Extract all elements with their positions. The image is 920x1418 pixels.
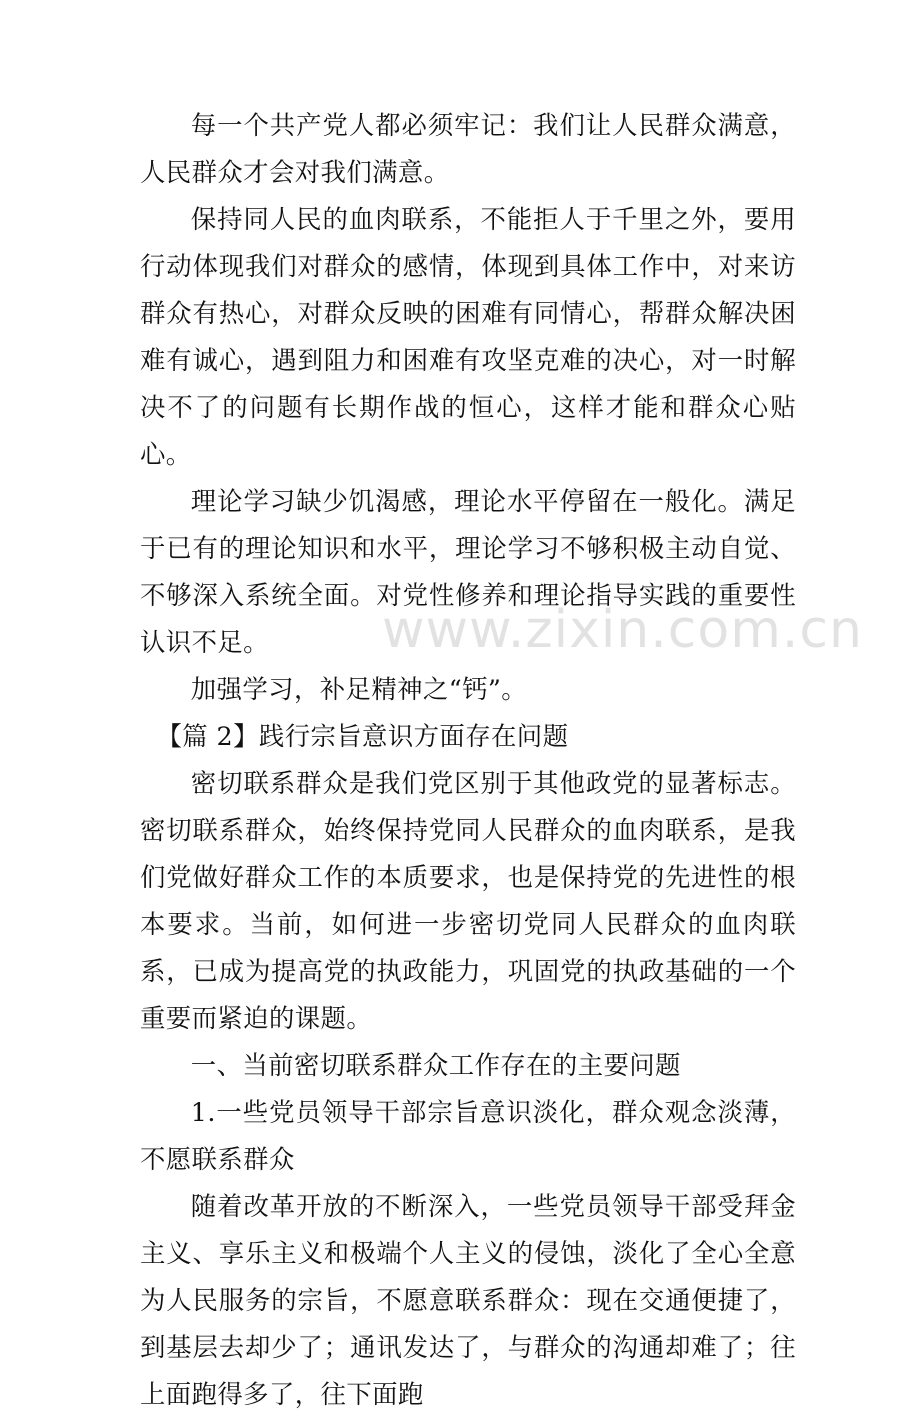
subheading-2: 1.一些党员领导干部宗旨意识淡化，群众观念淡薄，不愿联系群众 <box>140 1097 796 1174</box>
paragraph-1: 每一个共产党人都必须牢记：我们让人民群众满意，人民群众才会对我们满意。 <box>140 110 796 187</box>
paragraph-4: 加强学习，补足精神之“钙”。 <box>190 674 528 704</box>
section-heading: 【篇 2】践行宗旨意识方面存在问题 <box>156 721 569 751</box>
paragraph-5: 密切联系群众是我们党区别于其他政党的显著标志。密切联系群众，始终保持党同人民群众的血肉联系，是我们党做好群众工作的本质要求，也是保持党的先进性的根本要求。当前，如何进一步密切党同人民群众的血肉联系，已成为提高党的执政能力，巩固党的执政基础的一个重要而紧迫的课题。 <box>140 768 796 1033</box>
paragraph-2: 保持同人民的血肉联系，不能拒人于千里之外，要用行动体现我们对群众的感情，体现到具体工作中，对来访群众有热心，对群众反映的困难有同情心，帮群众解决困难有诚心，遇到阻力和困难有攻坚克难的决心，对一时解决不了的问题有长期作战的恒心，这样才能和群众心贴心。 <box>140 204 796 469</box>
subheading-1: 一、当前密切联系群众工作存在的主要问题 <box>190 1050 681 1080</box>
document-body <box>140 102 796 1418</box>
paragraph-6: 随着改革开放的不断深入，一些党员领导干部受拜金主义、享乐主义和极端个人主义的侵蚀，淡化了全心全意为人民服务的宗旨，不愿意联系群众：现在交通便捷了，到基层去却少了；通讯发达了，与群众的沟通却难了；往上面跑得多了，往下面跑 <box>140 1191 796 1409</box>
paragraph-3: 理论学习缺少饥渴感，理论水平停留在一般化。满足于已有的理论知识和水平，理论学习不够积极主动自觉、不够深入系统全面。对党性修养和理论指导实践的重要性认识不足。 <box>140 486 796 657</box>
watermark: www.zixin.com.cn <box>382 600 863 660</box>
